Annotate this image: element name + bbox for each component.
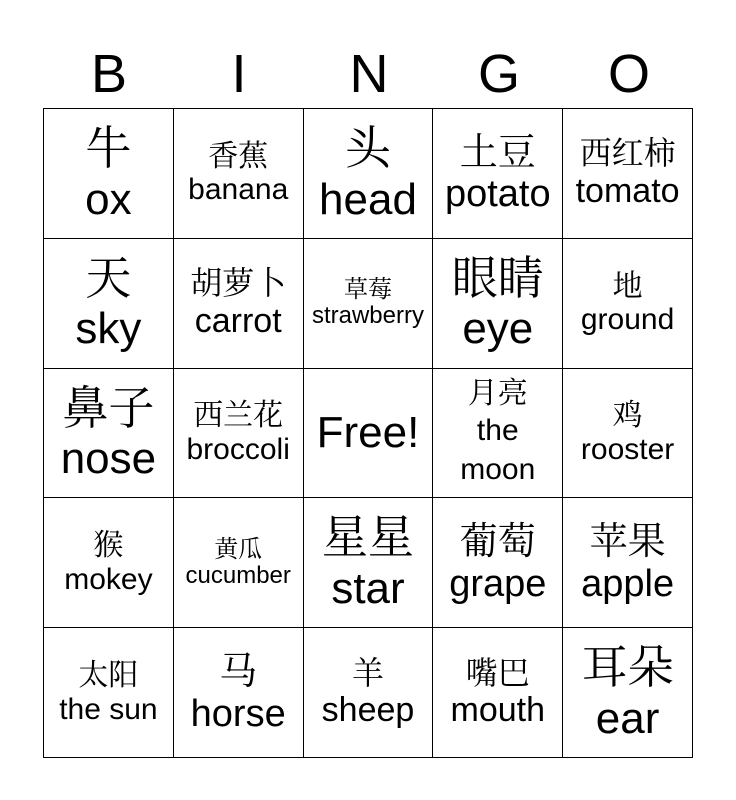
cell-chinese: 头 (344, 121, 391, 175)
cell-chinese: 猴 (93, 528, 124, 564)
bingo-cell[interactable] (433, 628, 563, 758)
bingo-cell[interactable] (563, 369, 693, 499)
cell-english: carrot (194, 302, 282, 341)
cell-english: mouth (450, 691, 546, 730)
cell-english: sheep (321, 691, 415, 730)
cell-chinese: 西红柿 (579, 134, 676, 173)
cell-english: tomato (575, 172, 680, 211)
cell-english: sky (75, 304, 142, 354)
cell-chinese: 羊 (351, 653, 384, 692)
cell-english: strawberry (311, 302, 424, 330)
cell-english: broccoli (186, 432, 290, 466)
cell-english: potato (444, 173, 551, 216)
bingo-cell[interactable] (44, 109, 174, 239)
cell-english: eye (462, 304, 534, 354)
cell-chinese: 苹果 (589, 519, 666, 564)
cell-chinese: 鼻子 (62, 380, 155, 435)
cell-english: nose (60, 434, 157, 484)
cell-chinese: 耳朵 (581, 640, 674, 695)
bingo-header (44, 40, 694, 108)
cell-english: mokey (64, 562, 153, 596)
cell-english: the moon (460, 413, 536, 486)
cell-chinese: 鸡 (612, 398, 643, 434)
bingo-cell[interactable] (563, 239, 693, 369)
cell-english: grape (449, 562, 547, 605)
bingo-cell[interactable] (44, 369, 174, 499)
cell-chinese: 西兰花 (193, 398, 284, 434)
bingo-cell[interactable] (304, 498, 434, 628)
bingo-cell[interactable] (304, 239, 434, 369)
cell-chinese: 月亮 (467, 376, 528, 412)
cell-chinese: 牛 (85, 121, 132, 175)
header-letter-n: N (349, 44, 389, 104)
cell-chinese: 胡萝卜 (190, 264, 287, 303)
cell-english: ground (580, 303, 675, 337)
cell-english: ox (85, 174, 132, 224)
cell-english: banana (188, 173, 289, 207)
cell-chinese: 眼睛 (451, 250, 544, 305)
bingo-cell[interactable] (174, 109, 304, 239)
cell-english: star (331, 563, 405, 613)
header-letter-i: I (231, 44, 247, 104)
header-letter-b: B (90, 44, 128, 104)
bingo-cell[interactable] (304, 628, 434, 758)
cell-english: rooster (580, 432, 675, 466)
header-letter-g: G (477, 44, 520, 104)
cell-chinese: 黄瓜 (214, 534, 263, 563)
bingo-cell[interactable] (433, 109, 563, 239)
cell-english: ear (595, 693, 660, 743)
cell-chinese: 地 (612, 268, 643, 304)
cell-chinese: 马 (219, 649, 258, 694)
cell-english: head (319, 174, 417, 224)
bingo-cell[interactable] (563, 109, 693, 239)
free-space-label: Free! (316, 408, 420, 458)
bingo-cell[interactable] (433, 369, 563, 499)
cell-chinese: 葡萄 (459, 519, 536, 564)
cell-chinese: 土豆 (459, 129, 536, 174)
bingo-cell[interactable] (174, 239, 304, 369)
header-letter-o: O (607, 44, 650, 104)
free-space-cell[interactable] (304, 369, 434, 499)
cell-chinese: 嘴巴 (465, 653, 530, 692)
bingo-cell[interactable] (304, 109, 434, 239)
bingo-cell[interactable] (433, 239, 563, 369)
cell-chinese: 草莓 (343, 275, 392, 304)
bingo-card (43, 108, 693, 758)
cell-english: apple (581, 562, 675, 605)
bingo-cell[interactable] (174, 498, 304, 628)
bingo-cell[interactable] (563, 628, 693, 758)
cell-chinese: 天 (85, 250, 132, 305)
bingo-cell[interactable] (563, 498, 693, 628)
cell-chinese: 太阳 (78, 658, 139, 693)
bingo-cell[interactable] (44, 628, 174, 758)
bingo-cell[interactable] (44, 498, 174, 628)
bingo-cell[interactable] (174, 369, 304, 499)
cell-chinese: 香蕉 (208, 138, 269, 174)
cell-chinese: 星星 (321, 510, 414, 565)
bingo-cell[interactable] (174, 628, 304, 758)
cell-english: cucumber (185, 561, 291, 589)
bingo-cell[interactable] (44, 239, 174, 369)
cell-english: horse (190, 692, 286, 735)
cell-english: the sun (59, 692, 158, 726)
bingo-cell[interactable] (433, 498, 563, 628)
